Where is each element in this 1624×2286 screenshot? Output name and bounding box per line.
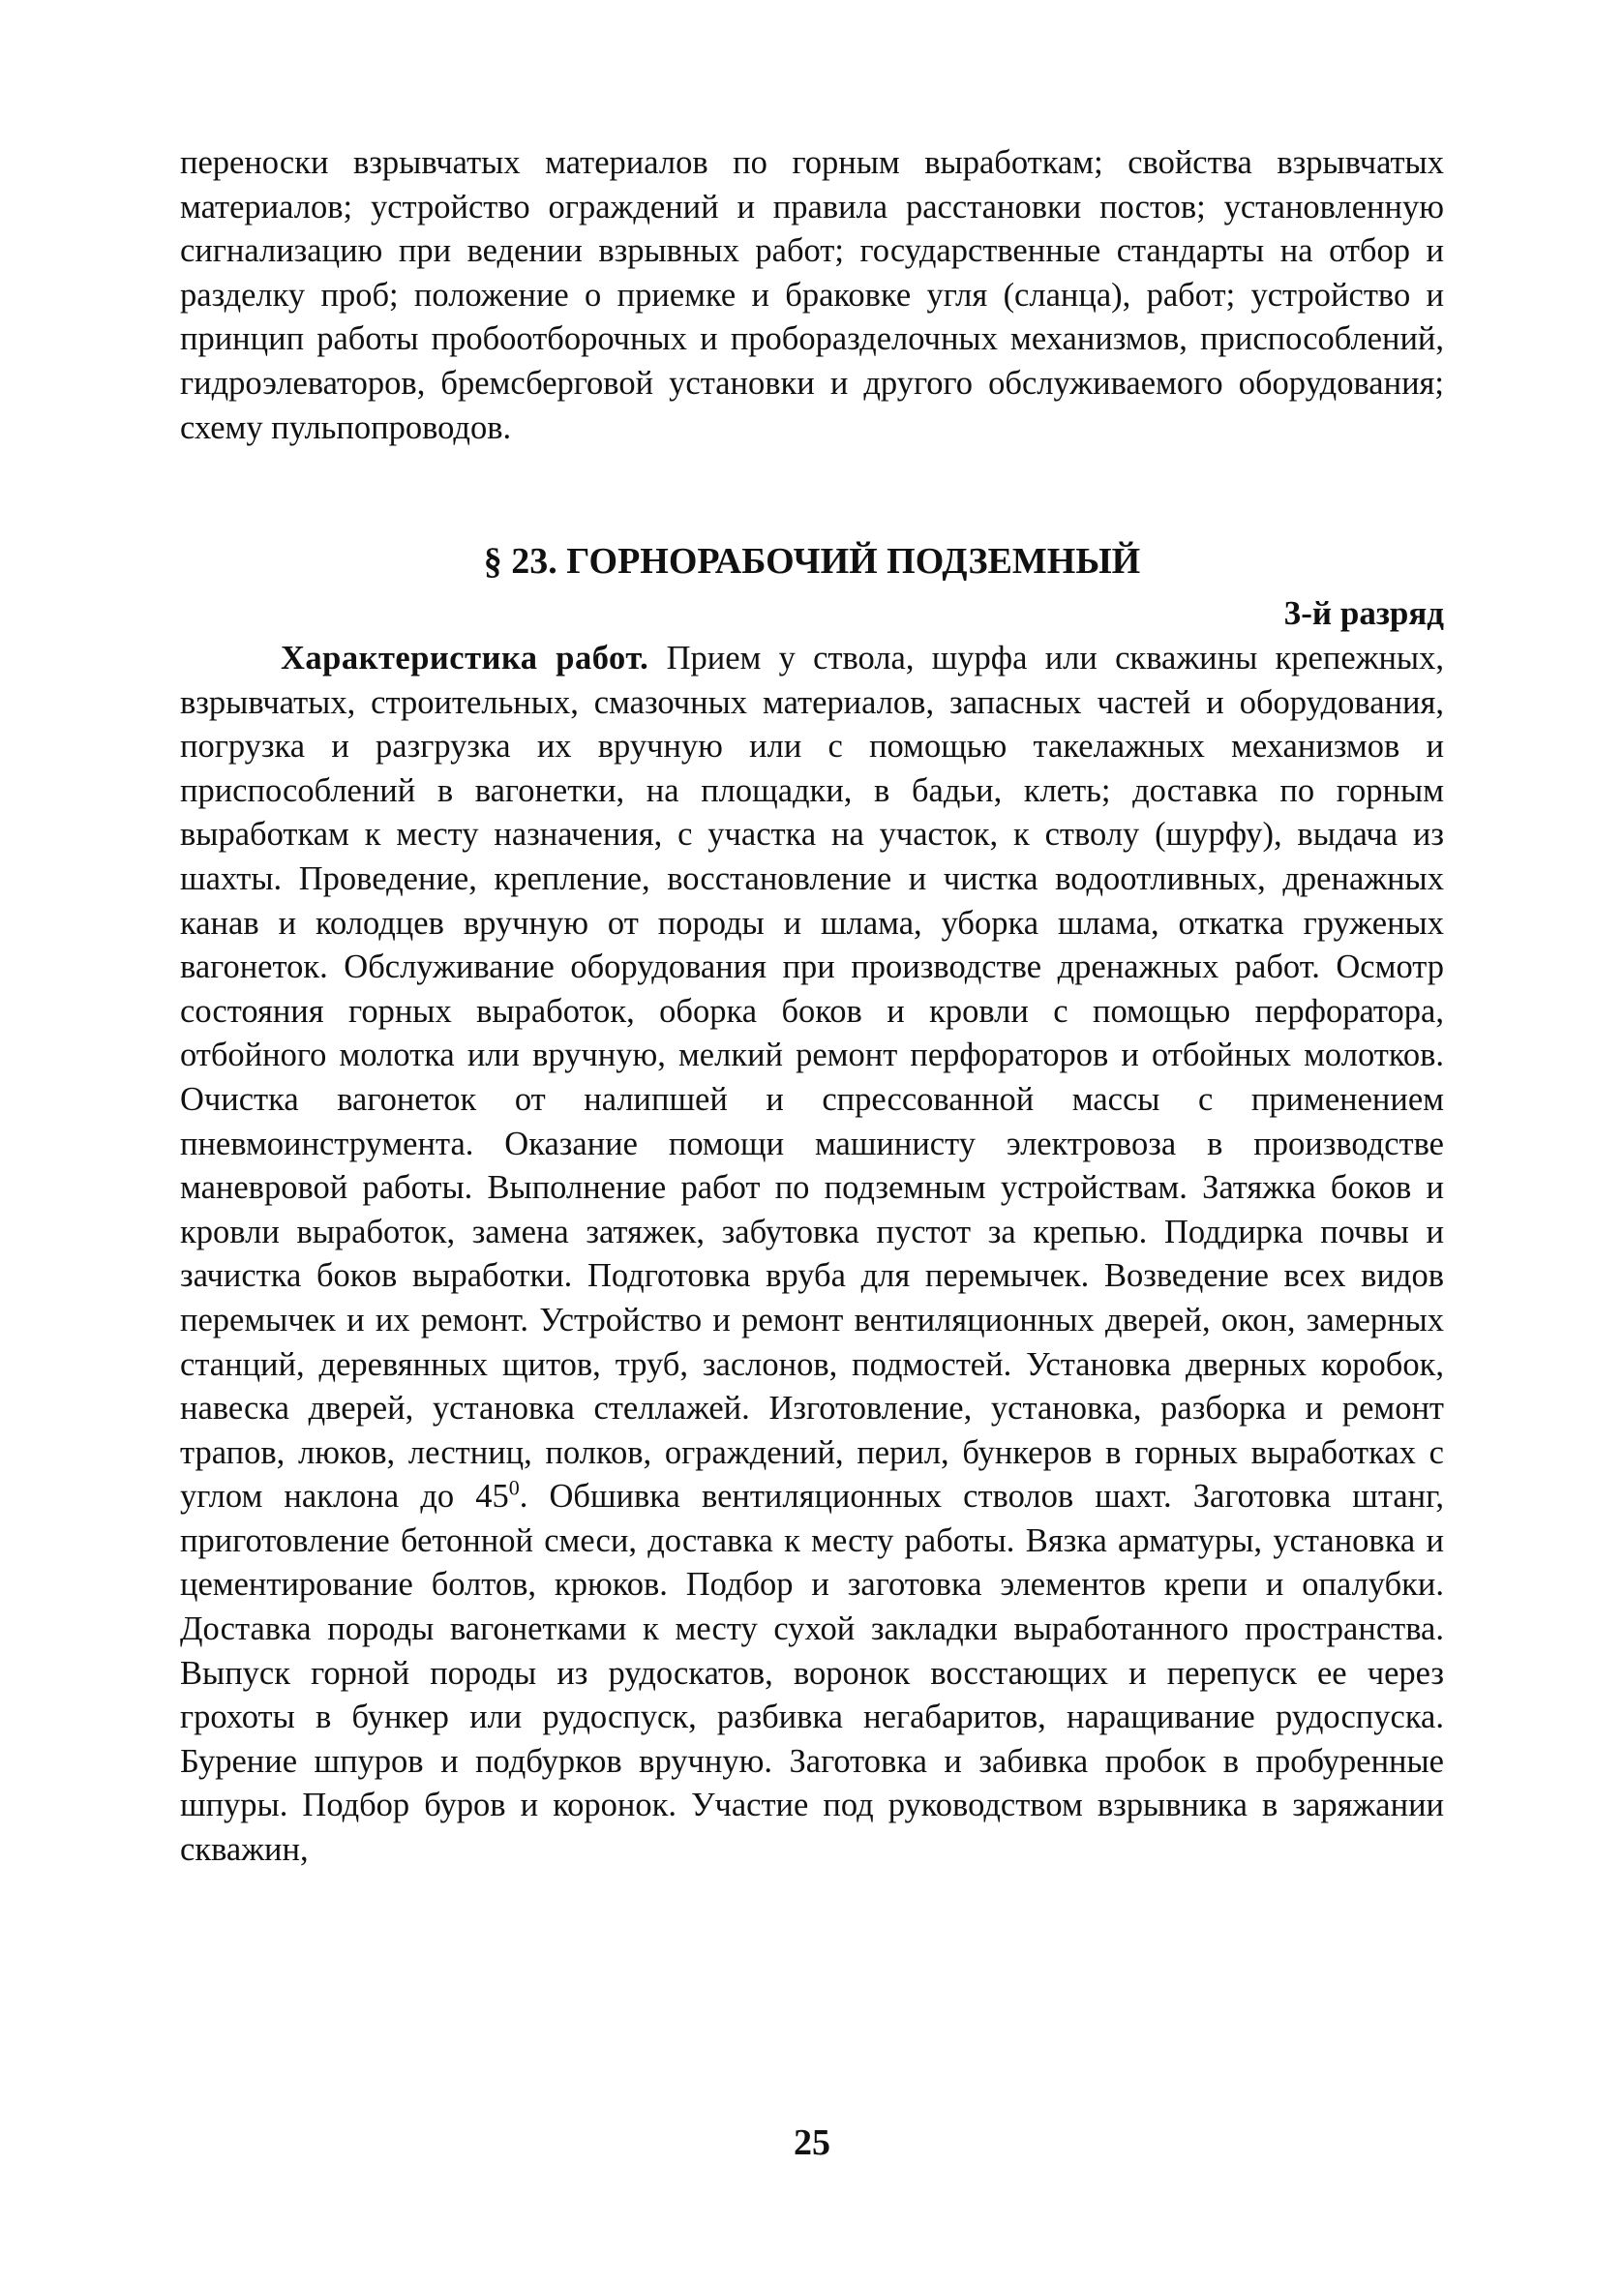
characteristics-block xyxy=(180,637,1444,1873)
page-number: 25 xyxy=(794,2122,830,2163)
intro-block xyxy=(180,141,1444,450)
degree-superscript: 0 xyxy=(508,1475,520,1500)
intro-paragraph: переноски взрывчатых материалов по горным выработкам; свойства взрывчатых материалов; устройство ограждений и правила расстановки постов; установленную сигнализацию при ведении взрывных работ; государственные стандарты на отбор и разделку проб; положение о приемке и браковке угля (сланца), работ; устройство и принцип работы пробоотборочных и проборазделочных механизмов, приспособлений, гидроэлеваторов, бремсберговой установки и другого обслуживаемого оборудования; схему пульпопроводов. xyxy=(180,144,1444,446)
characteristics-paragraph xyxy=(180,637,1444,1873)
section-title: § 23. ГОРНОРАБОЧИЙ ПОДЗЕМНЫЙ xyxy=(483,541,1141,582)
grade-label: 3-й разряд xyxy=(1283,594,1444,632)
characteristics-lead: Характеристика работ. xyxy=(281,640,649,677)
characteristics-text-part1: Прием у ствола, шурфа или скважины крепежных, взрывчатых, строительных, смазочных материалов, запасных частей и оборудования, погрузка и разгрузка их вручную или с помощью такелажных механизмов и приспособлений в вагонетки, на площадки, в бадьи, клеть; доставка по горным выработкам к месту назначения, с участка на участок, к стволу (шурфу), выдача из шахты. Проведение, крепление, восстановление и чистка водоотливных, дренажных канав и колодцев вручную от породы и шлама, уборка шлама, откатка груженых вагонеток. Обслуживание оборудования при производстве дренажных работ. Осмотр состояния горных выработок, оборка боков и кровли с помощью перфоратора, отбойного молотка или вручную, мелкий ремонт перфораторов и отбойных молотков. Очистка вагонеток от налипшей и спрессованной массы с применением пневмоинструмента. Оказание помощи машинисту электровоза в производстве маневровой работы. Выполнение работ по подземным устройствам. Затяжка боков и кровли выработок, замена затяжек, забутовка пустот за крепью. Поддирка почвы и зачистка боков выработки. Подготовка вруба для перемычек. Возведение всех видов перемычек и их ремонт. Устройство и ремонт вентиляционных дверей, окон, замерных станций, деревянных щитов, труб, заслонов, подмостей. Установка дверных коробок, навеска дверей, установка стеллажей. Изготовление, установка, разборка и ремонт трапов, люков, лестниц, полков, ограждений, перил, бункеров в горных выработках с углом наклона до 45 xyxy=(180,640,1444,1516)
characteristics-text-part2: . Обшивка вентиляционных стволов шахт. Заготовка штанг, приготовление бетонной смеси, доставка к месту работы. Вязка арматуры, установка и цементирование болтов, крюков. Подбор и заготовка элементов крепи и опалубки. Доставка породы вагонетками к месту сухой закладки выработанного пространства. Выпуск горной породы из рудоскатов, воронок восстающих и перепуск ее через грохоты в бункер или рудоспуск, разбивка негабаритов, наращивание рудоспуска. Бурение шпуров и подбурков вручную. Заготовка и забивка пробок в пробуренные шпуры. Подбор буров и коронок. Участие под руководством взрывника в заряжании скважин, xyxy=(180,1478,1445,1869)
